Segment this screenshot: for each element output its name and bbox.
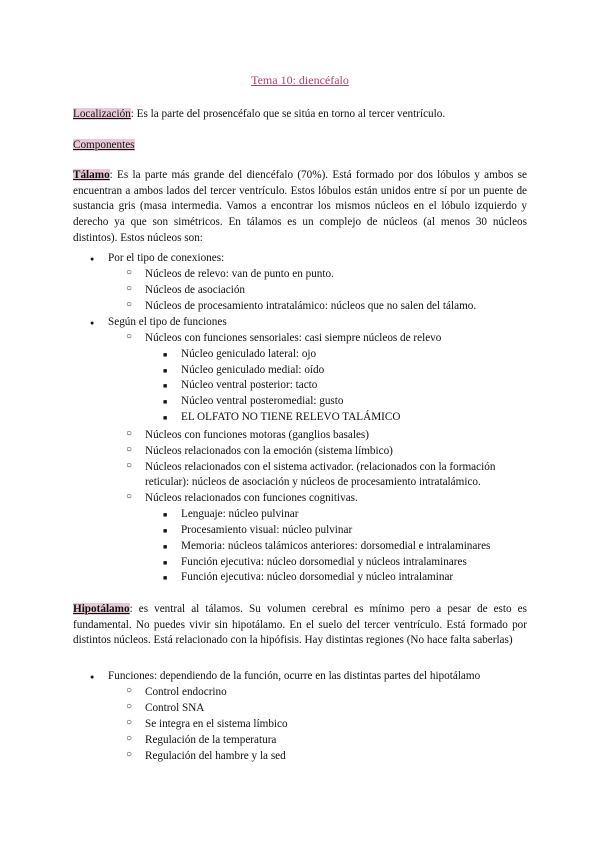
- bullet-circle-icon: [126, 733, 132, 744]
- localizacion-text: : Es la parte del prosencéfalo que se sitúa en torno al tercer ventrículo.: [130, 108, 446, 120]
- list-item: Procesamiento visual: núcleo pulvinar: [181, 524, 353, 536]
- list-item: Núcleos con funciones motoras (ganglios basales): [145, 429, 370, 441]
- list-item: Función ejecutiva: núcleo dorsomedial y núcleos intralaminares: [181, 556, 467, 568]
- list-item: Regulación del hambre y la sed: [145, 750, 286, 762]
- list-item: Se integra en el sistema límbico: [145, 718, 288, 730]
- bullet-circle-icon: [126, 299, 132, 310]
- list-item: Función ejecutiva: núcleo dorsomedial y núcleo intralaminar: [181, 571, 454, 583]
- bullet-disc-icon: [90, 671, 94, 682]
- bullet-circle-icon: [126, 749, 132, 760]
- list-item: Núcleos de asociación: [145, 284, 246, 296]
- bullet-square-icon: [163, 396, 167, 407]
- list-item: Núcleos con funciones sensoriales: casi siempre núcleos de relevo: [145, 332, 442, 344]
- localizacion-line: [73, 107, 445, 121]
- list-item: Memoria: núcleos talámicos anteriores: dorsomedial e intralaminares: [181, 540, 491, 552]
- bullet-square-icon: [163, 349, 167, 360]
- bullet-square-icon: [163, 541, 167, 552]
- list-item: Núcleo ventral posterior: tacto: [181, 379, 318, 391]
- bullet-circle-icon: [126, 460, 132, 471]
- bullet-circle-icon: [126, 685, 132, 696]
- list-item-continuation: reticular): núcleos de asociación y núcleos de procesamiento intratalámico.: [145, 476, 481, 488]
- bullet-circle-icon: [126, 267, 132, 278]
- bullet-square-icon: [163, 525, 167, 536]
- hipotalamo-funciones-title: Funciones: dependiendo de la función, ocurre en las distintas partes del hipotálamo: [108, 670, 481, 682]
- talamo-text: : Es la parte más grande del diencéfalo (70%). Está formado por dos lóbulos y ambos se encuentran a ambos lados del tercer ventrículo. Estos lóbulos están unidos entre sí por un puente de sustancia gris (masa intermedia. Vamos a encontrar los mismos núcleos en el lóbulo izquierdo y derecho ya que son simétricos. En tálamos es un complejo de núcleos (al menos 30 núcleos distintos). Estos núcleos son:: [73, 169, 527, 244]
- hipotalamo-paragraph: [73, 602, 527, 649]
- bullet-disc-icon: [90, 253, 94, 264]
- hipotalamo-text: : es ventral al tálamos. Su volumen cerebral es mínimo pero a pesar de esto es fundamental. No puedes vivir sin hipotálamo. En el suelo del tercer ventrículo. Está formado por distintos núcleos. Está relacionado con la hipófisis. Hay distintas regiones (No hace falta saberlas): [73, 603, 527, 647]
- bullet-square-icon: [163, 572, 167, 583]
- bullet-square-icon: [163, 412, 167, 423]
- list-item: Lenguaje: núcleo pulvinar: [181, 508, 299, 520]
- document-title: Tema 10: diencéfalo: [251, 73, 349, 87]
- bullet-circle-icon: [126, 283, 132, 294]
- list-item: Núcleos relacionados con funciones cognitivas.: [145, 492, 358, 504]
- list-item: Núcleos de relevo: van de punto en punto.: [145, 268, 334, 280]
- bullet-circle-icon: [126, 428, 132, 439]
- bullet-square-icon: [163, 509, 167, 520]
- bullet-circle-icon: [126, 491, 132, 502]
- bullet-circle-icon: [126, 331, 132, 342]
- list-item: Control SNA: [145, 702, 205, 714]
- localizacion-label: Localización: [73, 108, 131, 120]
- list-item: Núcleo geniculado medial: oído: [181, 364, 325, 376]
- list-item: Núcleo ventral posteromedial: gusto: [181, 395, 344, 407]
- bullet-square-icon: [163, 380, 167, 391]
- list-item: EL OLFATO NO TIENE RELEVO TALÁMICO: [181, 411, 401, 423]
- bullet-disc-icon: [90, 317, 94, 328]
- bullet-square-icon: [163, 365, 167, 376]
- talamo-label: Tálamo: [73, 169, 110, 181]
- conexiones-title: Por el tipo de conexiones:: [108, 252, 225, 264]
- bullet-circle-icon: [126, 717, 132, 728]
- talamo-paragraph: [73, 168, 527, 247]
- componentes-heading: Componentes: [73, 139, 135, 151]
- hipotalamo-label: Hipotálamo: [73, 603, 130, 615]
- list-item: Núcleo geniculado lateral: ojo: [181, 348, 317, 360]
- bullet-circle-icon: [126, 701, 132, 712]
- bullet-circle-icon: [126, 444, 132, 455]
- funciones-title: Según el tipo de funciones: [108, 316, 227, 328]
- list-item: Regulación de la temperatura: [145, 734, 277, 746]
- list-item: Núcleos relacionados con la emoción (sistema límbico): [145, 445, 393, 457]
- list-item: Núcleos relacionados con el sistema activador. (relacionados con la formación: [145, 461, 496, 473]
- list-item: Núcleos de procesamiento intratalámico: núcleos que no salen del tálamo.: [145, 300, 477, 312]
- list-item: Control endocrino: [145, 686, 227, 698]
- bullet-square-icon: [163, 557, 167, 568]
